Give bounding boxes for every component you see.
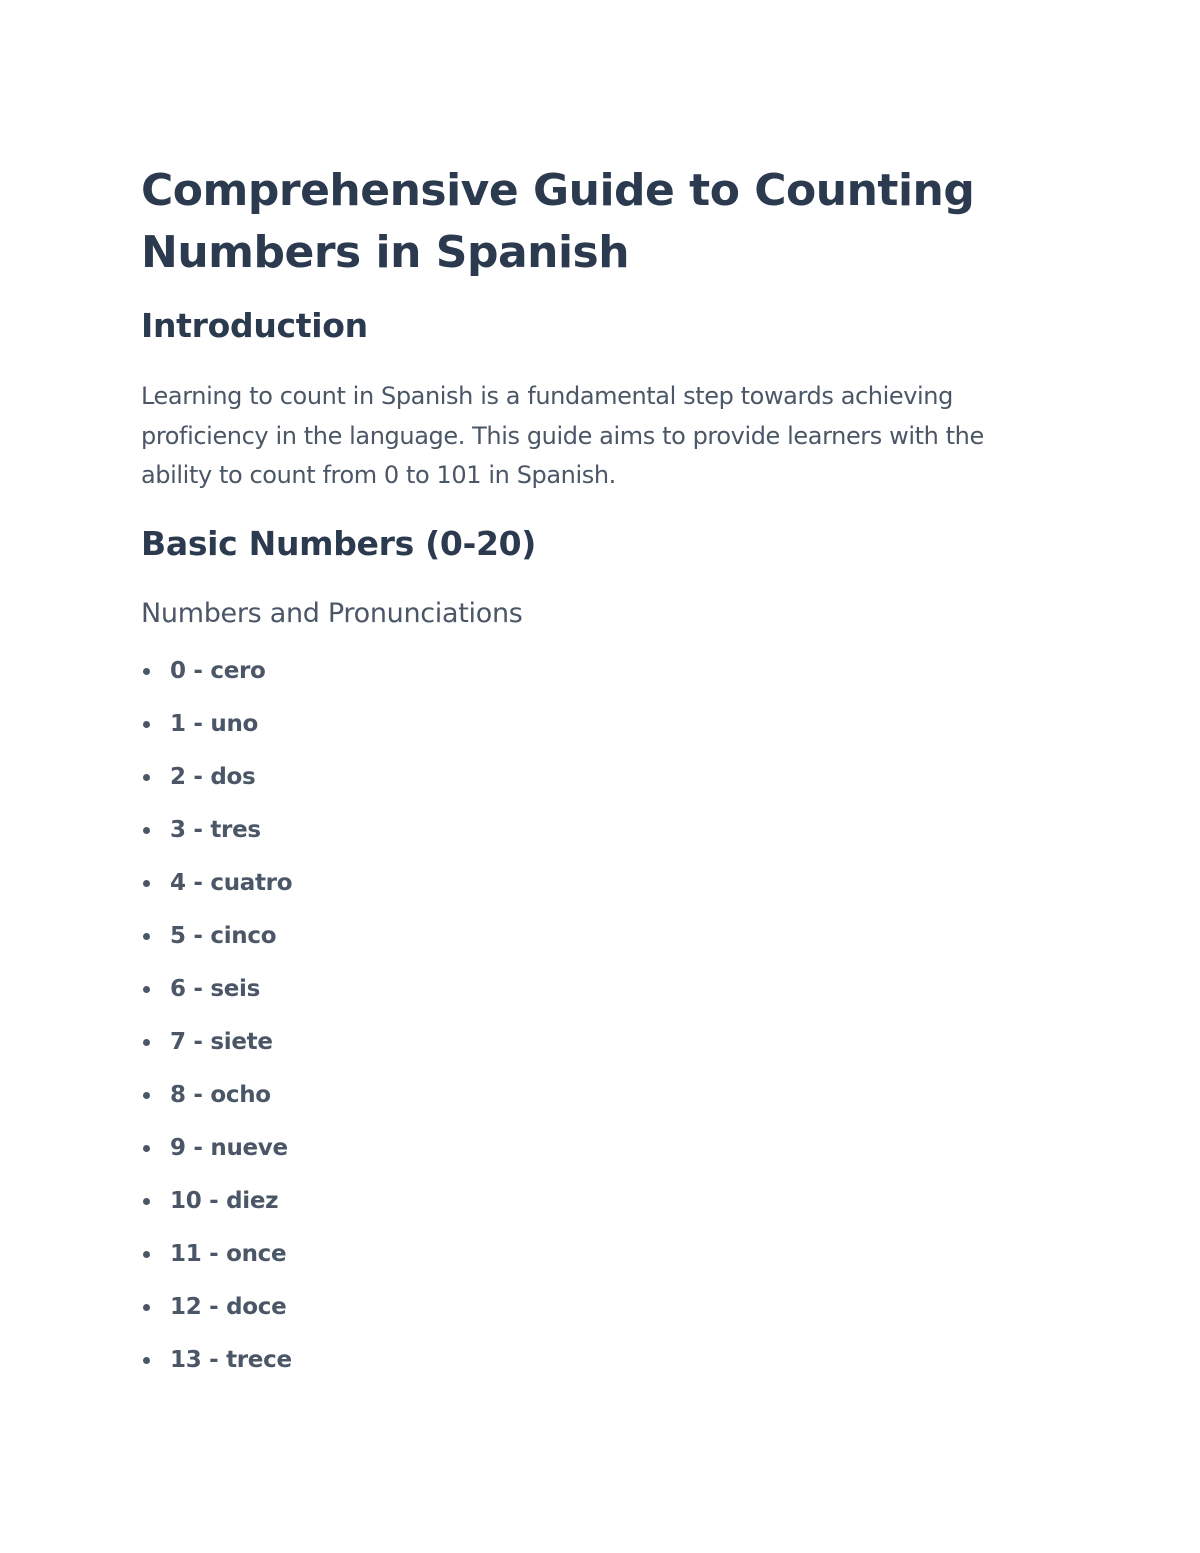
numbers-pronunciations-subheading: Numbers and Pronunciations [141, 597, 523, 629]
bullet-icon [143, 1092, 150, 1099]
bullet-icon [143, 1251, 150, 1258]
introduction-heading: Introduction [141, 306, 368, 345]
list-item-text: 11 - once [170, 1240, 287, 1267]
list-item-text: 12 - doce [170, 1293, 287, 1320]
document-page [141, 160, 1061, 1398]
list-item-text: 7 - siete [170, 1028, 273, 1055]
list-item [141, 762, 1061, 815]
list-item [141, 1292, 1061, 1345]
bullet-icon [143, 721, 150, 728]
list-item [141, 974, 1061, 1027]
list-item-text: 10 - diez [170, 1187, 279, 1214]
bullet-icon [143, 1198, 150, 1205]
list-item-text: 0 - cero [170, 657, 266, 684]
bullet-icon [143, 1145, 150, 1152]
basic-numbers-heading: Basic Numbers (0-20) [141, 523, 537, 563]
list-item-text: 13 - trece [170, 1346, 292, 1373]
list-item-text: 8 - ocho [170, 1081, 271, 1108]
bullet-icon [143, 827, 150, 834]
introduction-paragraph: Learning to count in Spanish is a fundamental step towards achieving proficiency in the language. This guide aims to provide learners with the ability to count from 0 to 101 in Spanish. [141, 382, 984, 489]
bullet-icon [143, 933, 150, 940]
list-item [141, 709, 1061, 762]
list-item-text: 1 - uno [170, 710, 259, 737]
list-item-text: 9 - nueve [170, 1134, 288, 1161]
list-item-text: 6 - seis [170, 975, 261, 1002]
list-item [141, 815, 1061, 868]
list-item-text: 3 - tres [170, 816, 261, 843]
bullet-icon [143, 1304, 150, 1311]
list-item-text: 2 - dos [170, 763, 256, 790]
bullet-icon [143, 774, 150, 781]
list-item [141, 868, 1061, 921]
list-item [141, 1186, 1061, 1239]
list-item [141, 1133, 1061, 1186]
bullet-icon [143, 668, 150, 675]
list-item [141, 1027, 1061, 1080]
list-item [141, 921, 1061, 974]
bullet-icon [143, 986, 150, 993]
list-item [141, 1345, 1061, 1398]
list-item [141, 1080, 1061, 1133]
bullet-icon [143, 1357, 150, 1364]
bullet-icon [143, 1039, 150, 1046]
document-title: Comprehensive Guide to Counting Numbers in Spanish [141, 165, 975, 278]
bullet-icon [143, 880, 150, 887]
list-item-text: 4 - cuatro [170, 869, 293, 896]
list-item [141, 656, 1061, 709]
list-item-text: 5 - cinco [170, 922, 277, 949]
numbers-list [141, 656, 1061, 1398]
list-item [141, 1239, 1061, 1292]
